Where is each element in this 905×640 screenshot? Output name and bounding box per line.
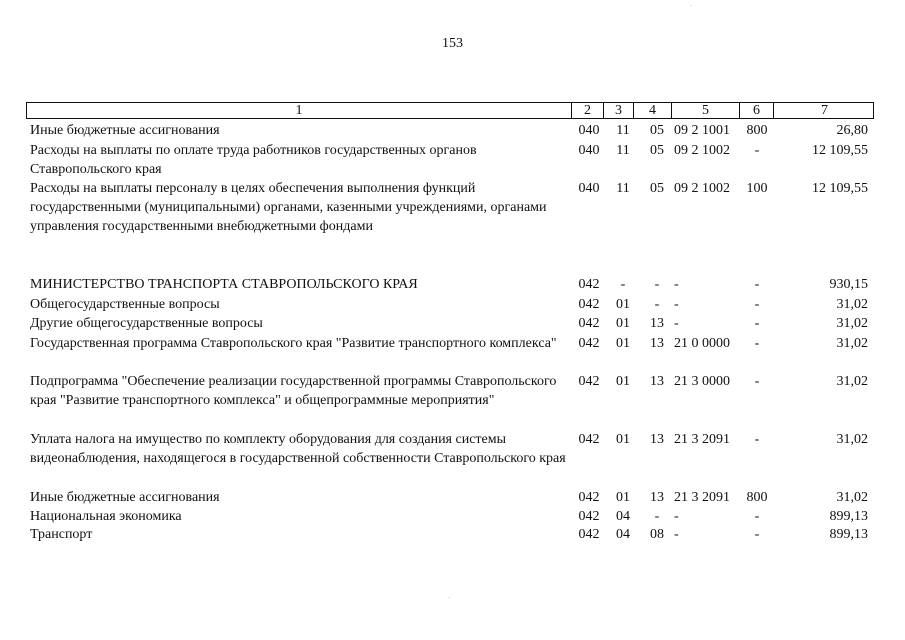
col-2-code: 042 [578,490,600,505]
scan-dot: · [690,2,693,10]
col-6-type: - [754,143,760,158]
col-6-type: - [754,297,760,312]
header-col-4: 4 [633,103,671,118]
row-name: Другие общегосударственные вопросы [30,316,263,331]
col-5-target: - [674,527,679,542]
col-7-amount: 899,13 [829,527,868,542]
col-5-target: 21 3 2091 [674,432,730,447]
col-6-type: - [754,336,760,351]
col-3-section: 01 [616,336,630,351]
col-2-code: 040 [578,123,600,138]
col-3-section: 04 [616,527,630,542]
col-6-type: 100 [746,181,768,196]
col-6-type: 800 [746,490,768,505]
row-name: Национальная экономика [30,509,182,524]
col-5-target: 21 0 0000 [674,336,730,351]
col-2-code: 042 [578,527,600,542]
row-name: МИНИСТЕРСТВО ТРАНСПОРТА СТАВРОПОЛЬСКОГО КРАЯ [30,277,418,292]
row-name: Подпрограмма "Обеспечение реализации государственной программы Ставропольского края "Развитие транспортного комплекса" и общепрограммные мероприятия" [30,374,557,408]
row-name: Иные бюджетные ассигнования [30,490,220,505]
col-6-type: - [754,509,760,524]
col-7-amount: 31,02 [836,490,868,505]
scan-dot: · [448,594,451,602]
col-3-section: 11 [616,143,630,158]
col-7-amount: 12 109,55 [812,181,868,196]
col-5-target: - [674,277,679,292]
row-name: Государственная программа Ставропольского края "Развитие транспортного комплекса" [30,336,557,351]
header-col-5: 5 [671,103,739,118]
row-name: Общегосударственные вопросы [30,297,220,312]
col-7-amount: 31,02 [836,374,868,389]
col-7-amount: 31,02 [836,336,868,351]
col-4-subsection: - [654,509,660,524]
col-3-section: 11 [616,181,630,196]
col-3-section: 01 [616,316,630,331]
col-2-code: 042 [578,432,600,447]
col-7-amount: 31,02 [836,316,868,331]
col-2-code: 042 [578,374,600,389]
col-4-subsection: - [654,277,660,292]
col-6-type: - [754,316,760,331]
col-6-type: - [754,374,760,389]
col-2-code: 040 [578,143,600,158]
col-7-amount: 930,15 [829,277,868,292]
col-5-target: - [674,316,679,331]
col-7-amount: 12 109,55 [812,143,868,158]
col-5-target: 09 2 1001 [674,123,730,138]
col-3-section: 01 [616,490,630,505]
col-4-subsection: 13 [650,490,664,505]
col-3-section: 04 [616,509,630,524]
col-4-subsection: 05 [650,123,664,138]
col-2-code: 042 [578,297,600,312]
col-3-section: - [620,277,626,292]
header-col-2: 2 [571,103,603,118]
col-2-code: 040 [578,181,600,196]
col-4-subsection: 05 [650,181,664,196]
col-6-type: - [754,432,760,447]
row-name: Иные бюджетные ассигнования [30,123,220,138]
col-4-subsection: 13 [650,374,664,389]
col-5-target: 09 2 1002 [674,181,730,196]
col-3-section: 01 [616,432,630,447]
col-2-code: 042 [578,336,600,351]
page-number: 153 [442,36,463,51]
col-5-target: 09 2 1002 [674,143,730,158]
col-3-section: 01 [616,297,630,312]
col-2-code: 042 [578,509,600,524]
col-4-subsection: - [654,297,660,312]
col-2-code: 042 [578,316,600,331]
col-3-section: 11 [616,123,630,138]
col-6-type: - [754,277,760,292]
table-header [26,102,874,119]
col-6-type: 800 [746,123,768,138]
col-4-subsection: 13 [650,432,664,447]
col-7-amount: 31,02 [836,297,868,312]
header-col-7: 7 [773,103,875,118]
col-4-subsection: 13 [650,336,664,351]
col-5-target: 21 3 2091 [674,490,730,505]
row-name: Транспорт [30,527,93,542]
row-name: Расходы на выплаты по оплате труда работников государственных органов Ставропольского края [30,143,477,177]
header-col-3: 3 [603,103,633,118]
col-6-type: - [754,527,760,542]
col-2-code: 042 [578,277,600,292]
col-5-target: - [674,509,679,524]
col-4-subsection: 08 [650,527,664,542]
header-col-1: 1 [295,103,303,118]
col-7-amount: 31,02 [836,432,868,447]
row-name: Уплата налога на имущество по комплекту оборудования для создания системы видеонаблюдения, находящегося в государственной собственности Ставропольского края [30,432,566,466]
col-4-subsection: 05 [650,143,664,158]
row-name: Расходы на выплаты персоналу в целях обеспечения выполнения функций государственными (муниципальными) органами, казенными учреждениями, органами управления государственными внебюджетными фондами [30,181,547,234]
header-col-6: 6 [739,103,773,118]
col-7-amount: 26,80 [836,123,868,138]
col-5-target: 21 3 0000 [674,374,730,389]
col-7-amount: 899,13 [829,509,868,524]
col-4-subsection: 13 [650,316,664,331]
col-5-target: - [674,297,679,312]
col-3-section: 01 [616,374,630,389]
